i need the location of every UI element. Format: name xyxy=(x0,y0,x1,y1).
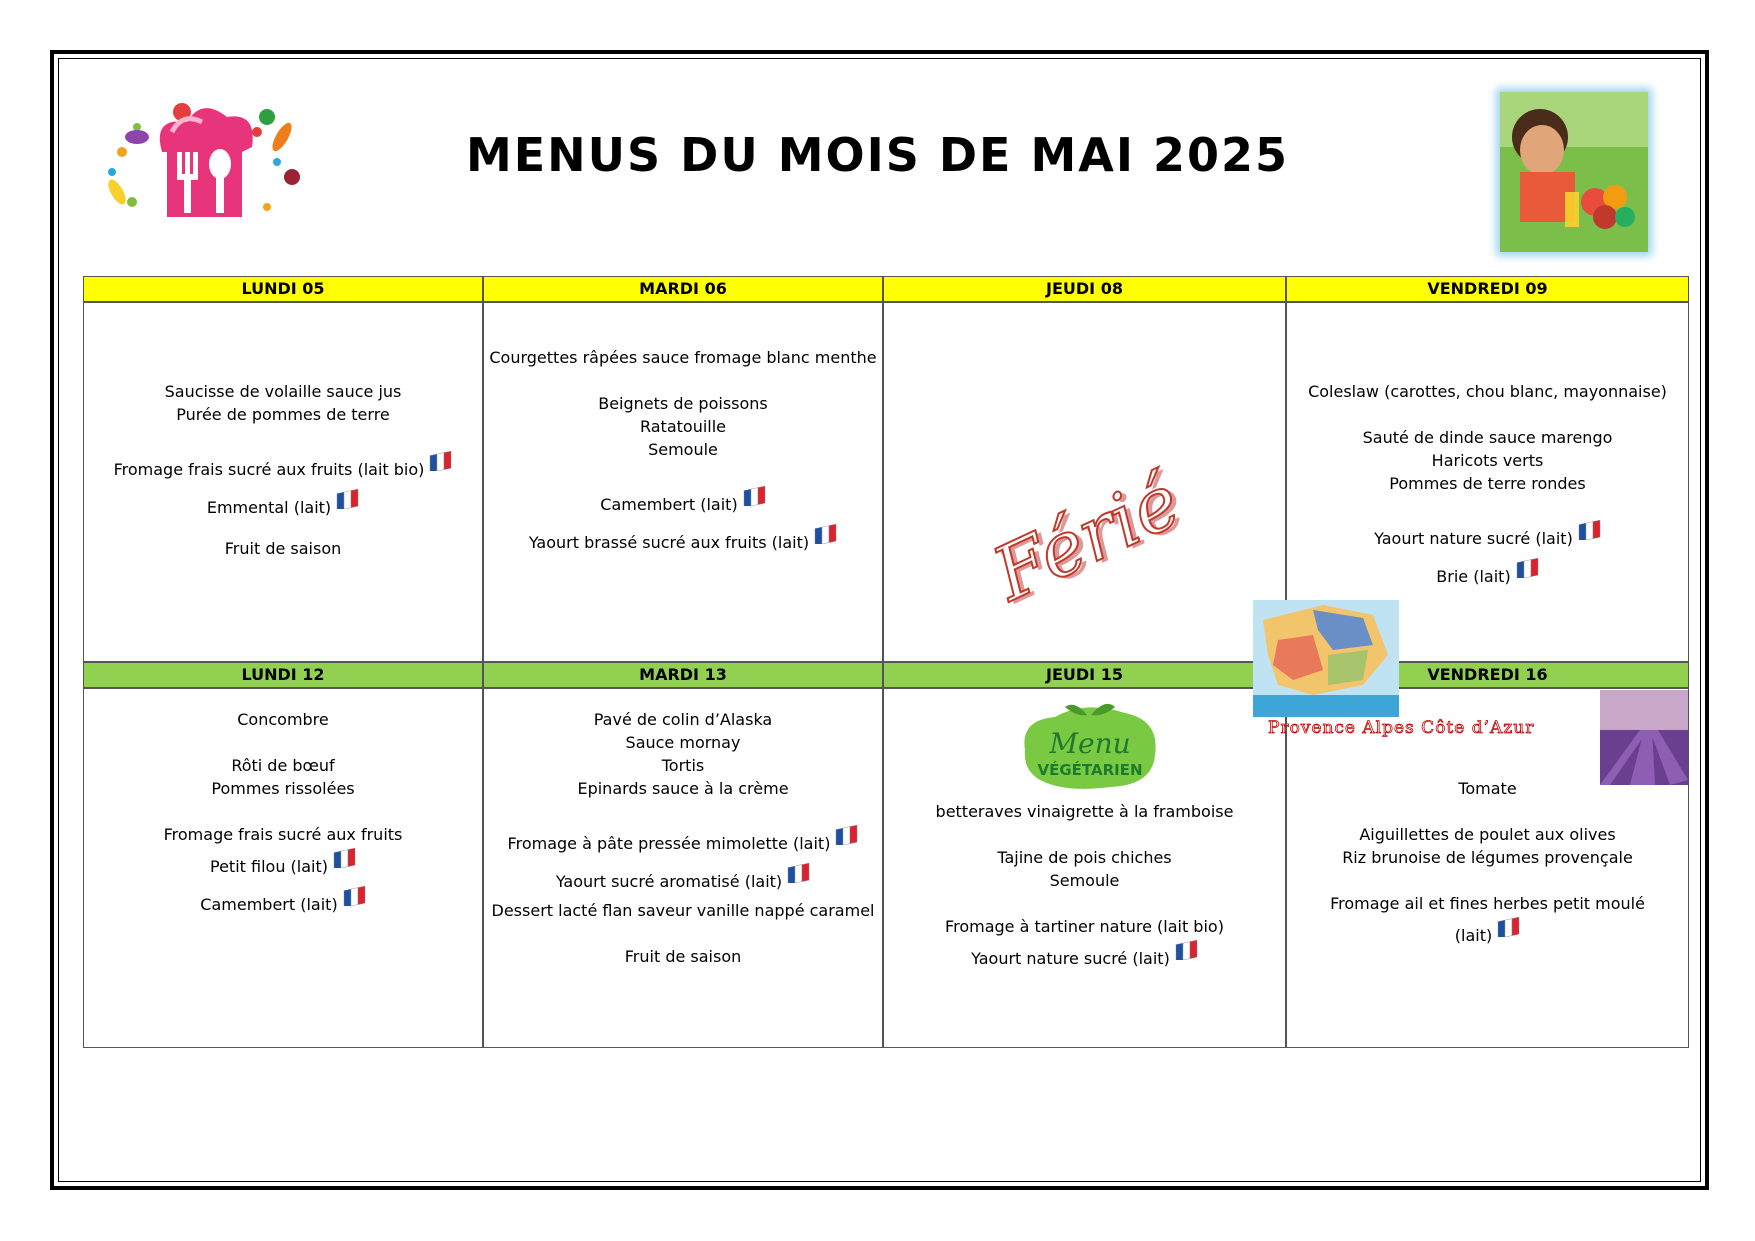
spacer xyxy=(1286,357,1689,380)
menu-item-text: Fruit de saison xyxy=(224,539,342,558)
menu-item xyxy=(1286,556,1689,588)
menu-item xyxy=(1286,846,1689,869)
spacer xyxy=(83,696,483,708)
menu-grid xyxy=(83,276,1689,1048)
menu-item xyxy=(483,899,883,922)
spacer xyxy=(83,426,483,449)
spacer xyxy=(1286,495,1689,518)
spacer xyxy=(83,525,483,537)
menu-item xyxy=(483,823,883,855)
spacer xyxy=(83,800,483,823)
menu-item-text: Coleslaw (carottes, chou blanc, mayonnaise) xyxy=(1308,382,1667,401)
menu-item xyxy=(83,380,483,403)
menu-item-text: Yaourt nature sucré (lait) xyxy=(1374,529,1573,548)
menu-item xyxy=(1286,823,1689,846)
page-title: MENUS DU MOIS DE MAI 2025 xyxy=(465,128,1290,182)
menu-item xyxy=(483,945,883,968)
menu-item xyxy=(83,487,483,519)
day-header: VENDREDI 16 xyxy=(1286,662,1689,688)
menu-item xyxy=(83,823,483,846)
child-with-fruit-photo xyxy=(1500,92,1648,252)
menu-item-text: Riz brunoise de légumes provençale xyxy=(1342,848,1633,867)
spacer xyxy=(483,461,883,484)
menu-item-text: Fromage frais sucré aux fruits (lait bio) xyxy=(113,460,425,479)
day-header: JEUDI 08 xyxy=(883,276,1286,302)
french-flag-icon xyxy=(335,487,359,509)
vegetarian-badge-line1: Menu xyxy=(1049,727,1131,760)
menu-item-text: Fromage à tartiner nature (lait bio) xyxy=(945,917,1224,936)
menu-item xyxy=(83,708,483,731)
day-header: MARDI 13 xyxy=(483,662,883,688)
menu-cell xyxy=(883,302,1286,662)
menu-item xyxy=(83,846,483,878)
menu-item xyxy=(483,731,883,754)
menu-item-text: Fromage ail et fines herbes petit moulé xyxy=(1330,894,1645,913)
day-header: JEUDI 15 xyxy=(883,662,1286,688)
french-flag-icon xyxy=(1515,556,1539,578)
menu-item-text: Dessert lacté flan saveur vanille nappé caramel xyxy=(491,901,875,920)
day-header: LUNDI 05 xyxy=(83,276,483,302)
menu-item xyxy=(83,537,483,560)
menu-item-text: Camembert (lait) xyxy=(600,495,738,514)
menu-item-text: Petit filou (lait) xyxy=(210,857,328,876)
menu-item xyxy=(483,861,883,893)
menu-item xyxy=(883,800,1286,823)
menu-item-text: Emmental (lait) xyxy=(206,498,332,517)
menu-item-text: Semoule xyxy=(1049,871,1120,890)
spacer xyxy=(483,369,883,392)
menu-item xyxy=(483,754,883,777)
day-header: MARDI 06 xyxy=(483,276,883,302)
menu-item xyxy=(883,938,1286,970)
menu-content xyxy=(483,696,883,968)
menu-item xyxy=(483,777,883,800)
menu-item xyxy=(83,754,483,777)
menu-item-text: Brie (lait) xyxy=(1436,567,1511,586)
menu-item xyxy=(483,484,883,516)
menu-item xyxy=(1286,892,1689,915)
spacer xyxy=(483,696,883,708)
day-header: VENDREDI 09 xyxy=(1286,276,1689,302)
lavender-field-photo xyxy=(1600,690,1688,785)
menu-item-text: Courgettes râpées sauce fromage blanc menthe xyxy=(489,348,877,367)
menu-item xyxy=(1286,518,1689,550)
spacer xyxy=(883,823,1286,846)
provence-map-image xyxy=(1253,600,1399,717)
menu-item-text: Concombre xyxy=(237,710,329,729)
menu-item xyxy=(83,777,483,800)
menu-item-text: Tajine de pois chiches xyxy=(997,848,1172,867)
menu-item xyxy=(83,403,483,426)
menu-item xyxy=(483,346,883,369)
french-flag-icon xyxy=(742,484,766,506)
spacer xyxy=(883,892,1286,915)
menu-item-text: betteraves vinaigrette à la framboise xyxy=(935,802,1234,821)
menu-item xyxy=(483,415,883,438)
menu-content xyxy=(483,311,883,560)
french-flag-icon xyxy=(813,522,837,544)
french-flag-icon xyxy=(786,861,810,883)
menu-item-text: Rôti de bœuf xyxy=(231,756,335,775)
menu-item-text: Tortis xyxy=(661,756,705,775)
menu-item xyxy=(83,449,483,481)
french-flag-icon xyxy=(332,846,356,868)
menu-item-text: Yaourt sucré aromatisé (lait) xyxy=(555,872,783,891)
spacer xyxy=(1286,869,1689,892)
menu-item-text: Sauce mornay xyxy=(625,733,741,752)
menu-content xyxy=(83,696,483,922)
menu-item-text: Fromage à pâte pressée mimolette (lait) xyxy=(507,834,831,853)
menu-item xyxy=(1286,426,1689,449)
french-flag-icon xyxy=(1577,518,1601,540)
spacer xyxy=(83,311,483,334)
menu-item-text: Pommes de terre rondes xyxy=(1389,474,1586,493)
spacer xyxy=(1286,311,1689,334)
menu-item-text: Fruit de saison xyxy=(624,947,742,966)
menu-item-text: Camembert (lait) xyxy=(200,895,338,914)
region-label: Provence Alpes Côte d’Azur xyxy=(1268,718,1535,738)
menu-item-text: Beignets de poissons xyxy=(598,394,768,413)
spacer xyxy=(83,731,483,754)
spacer xyxy=(83,334,483,357)
french-flag-icon xyxy=(1496,915,1520,937)
spacer xyxy=(1286,403,1689,426)
vegetarian-badge-line2: VÉGÉTARIEN xyxy=(1037,761,1143,779)
vegetarian-menu-badge xyxy=(1015,695,1165,795)
menu-item xyxy=(83,884,483,916)
menu-content xyxy=(1286,311,1689,594)
menu-item-text: Haricots verts xyxy=(1431,451,1544,470)
french-flag-icon xyxy=(834,823,858,845)
menu-item-text: Semoule xyxy=(648,440,718,459)
menu-item xyxy=(1286,449,1689,472)
menu-item-text: Pavé de colin d’Alaska xyxy=(593,710,773,729)
menu-item-text: Yaourt nature sucré (lait) xyxy=(971,949,1170,968)
menu-item-text: Sauté de dinde sauce marengo xyxy=(1362,428,1613,447)
spacer xyxy=(483,800,883,823)
menu-item-text: Epinards sauce à la crème xyxy=(577,779,789,798)
french-flag-icon xyxy=(1174,938,1198,960)
menu-item xyxy=(883,915,1286,938)
menu-item-text: Saucisse de volaille sauce jus xyxy=(164,382,402,401)
menu-content xyxy=(83,311,483,560)
spacer xyxy=(83,357,483,380)
menu-item-text: Ratatouille xyxy=(639,417,727,436)
french-flag-icon xyxy=(342,884,366,906)
spacer xyxy=(1286,800,1689,823)
menu-item xyxy=(1286,915,1689,947)
menu-item-text: Purée de pommes de terre xyxy=(176,405,390,424)
menu-item-text: (lait) xyxy=(1454,926,1493,945)
menu-item-text: Pommes rissolées xyxy=(211,779,355,798)
spacer xyxy=(483,334,883,346)
spacer xyxy=(483,922,883,945)
menu-item xyxy=(483,438,883,461)
ferie-stamp: Férié xyxy=(980,458,1194,618)
menu-item xyxy=(483,522,883,554)
menu-item xyxy=(883,846,1286,869)
menu-item xyxy=(1286,380,1689,403)
spacer xyxy=(483,311,883,334)
menu-item-text: Yaourt brassé sucré aux fruits (lait) xyxy=(528,533,810,552)
day-header: LUNDI 12 xyxy=(83,662,483,688)
spacer xyxy=(1286,334,1689,357)
menu-item-text: Aiguillettes de poulet aux olives xyxy=(1359,825,1616,844)
menu-item xyxy=(483,392,883,415)
menu-item xyxy=(1286,472,1689,495)
menu-item xyxy=(883,869,1286,892)
menu-item-text: Fromage frais sucré aux fruits xyxy=(163,825,403,844)
menu-item xyxy=(483,708,883,731)
french-flag-icon xyxy=(428,449,452,471)
menu-item-text: Tomate xyxy=(1458,779,1517,798)
